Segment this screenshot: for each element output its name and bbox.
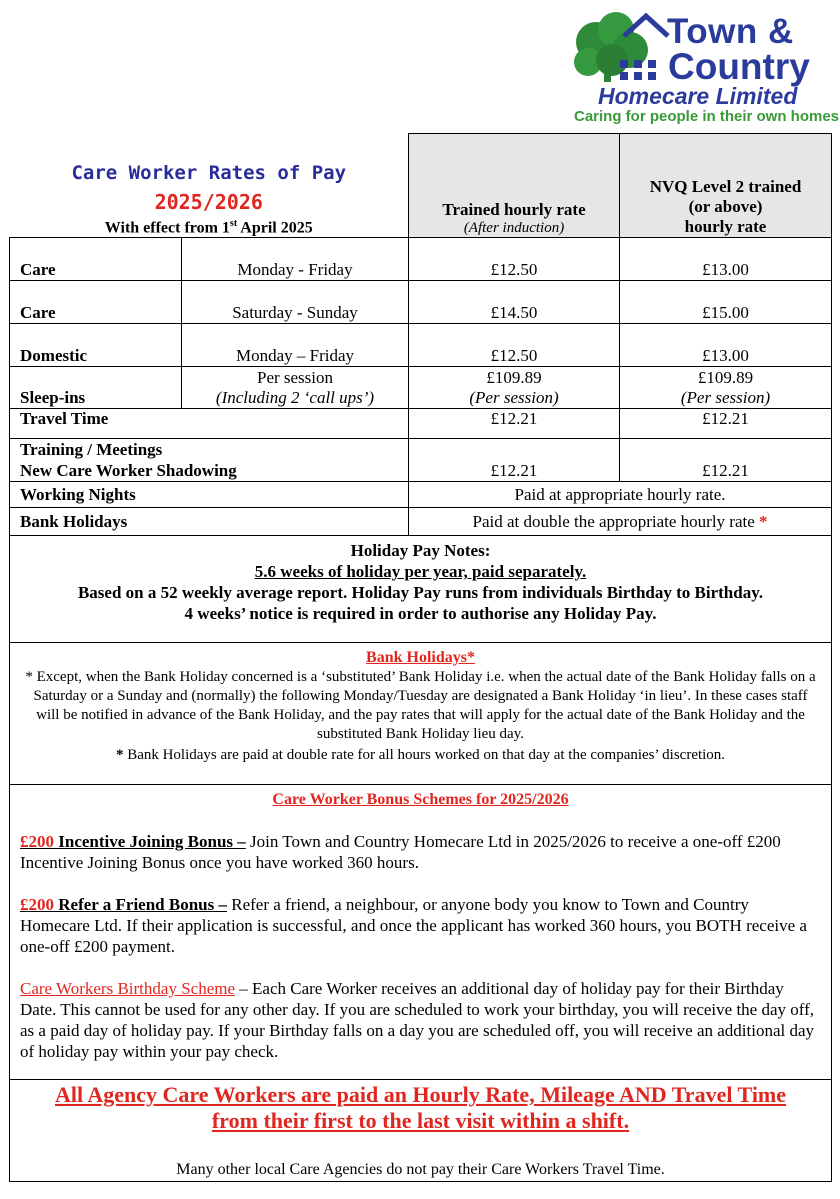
row-label: Travel Time — [10, 409, 409, 439]
pay-rates-table — [9, 133, 832, 1182]
bonus-row — [10, 785, 832, 1080]
row-days: Monday – Friday — [182, 324, 409, 367]
effective-date: With effect from 1st April 2025 — [104, 217, 313, 236]
row-label: Care — [10, 281, 182, 324]
header-row — [10, 134, 832, 238]
table-row — [10, 281, 832, 324]
holiday-notes-row — [10, 536, 832, 643]
table-row — [10, 238, 832, 281]
row-trained: £109.89 (Per session) — [409, 367, 620, 409]
row-label: Care — [10, 238, 182, 281]
logo-line-2: Country — [668, 46, 810, 87]
row-value: Paid at appropriate hourly rate. — [409, 482, 832, 508]
row-trained: £12.50 — [409, 238, 620, 281]
table-row — [10, 324, 832, 367]
row-label: Training / Meetings New Care Worker Shadowing — [10, 439, 409, 482]
bank-notes: Bank Holidays* * Except, when the Bank Holiday concerned is a ‘substituted’ Bank Holiday i.e. when the actual date of the Bank Holiday falls on a Saturday or a Sunday and (normally) the following Monday/Tuesday are designated a Bank Holiday ‘in lieu’. In these cases staff will be notified in advance of the Bank Holiday, and the pay rates that will apply for the actual date of the Bank Holiday and the substituted Bank Holiday lieu day. * Bank Holidays are paid at double rate for all hours worked on that day at the companies’ discretion. — [10, 643, 832, 785]
row-nvq: £12.21 — [620, 439, 832, 482]
page-title: Care Worker Rates of Pay — [71, 161, 347, 184]
bank-notes-row — [10, 643, 832, 785]
row-days: Monday - Friday — [182, 238, 409, 281]
bonus-birthday: Care Workers Birthday Scheme – Each Care Worker receives an additional day of holiday pay for their Birthday Date. This cannot be used for any other day. If you are scheduled to work your birthday, you will receive the day off, as a paid day of holiday pay. If your Birthday falls on a day you are scheduled off, you will receive an additional day of holiday pay within your pay check. — [20, 979, 815, 1061]
footer-headline: All Agency Care Workers are paid an Hourly Rate, Mileage AND Travel Time from their first to the last visit within a shift. — [54, 1082, 787, 1134]
row-trained: £12.21 — [409, 439, 620, 482]
bonus-refer: £200 Refer a Friend Bonus – Refer a friend, a neighbour, or anyone body you know to Town and Country Homecare Ltd. If their application is successful, and once the applicant has worked 360 hours, you BOTH receive a one-off £200 payment. — [20, 895, 807, 956]
bonus-schemes: Care Worker Bonus Schemes for 2025/2026 £200 Incentive Joining Bonus – Join Town and Country Homecare Ltd in 2025/2026 to receive a one-off £200 Incentive Joining Bonus once you have worked 360 hours. £200 Refer a Friend Bonus – Refer a friend, a neighbour, or anyone body you know to Town and Country Homecare Ltd. If their application is successful, and once the applicant has worked 360 hours, you BOTH receive a one-off £200 payment. Care Workers Birthday Scheme – Each Care Worker receives an additional day of holiday pay for their Birthday Date. This cannot be used for any other day. If you are scheduled to work your birthday, you will receive the day off, as a paid day of holiday pay. If your Birthday falls on a day you are scheduled off, you will receive an additional day of holiday pay within your pay check. — [10, 785, 832, 1080]
table-row-bank — [10, 508, 832, 536]
row-trained: £12.21 — [409, 409, 620, 439]
holiday-notes: Holiday Pay Notes: 5.6 weeks of holiday per year, paid separately. Based on a 52 weekly average report. Holiday Pay runs from individuals Birthday to Birthday. 4 weeks’ notice is required in order to authorise any Holiday Pay. — [10, 536, 832, 643]
row-label: Working Nights — [10, 482, 409, 508]
row-nvq: £13.00 — [620, 238, 832, 281]
company-logo — [568, 6, 840, 130]
row-label: Domestic — [10, 324, 182, 367]
year-title: 2025/2026 — [154, 189, 263, 214]
logo-tagline: Caring for people in their own homes — [574, 108, 840, 125]
logo-line-3: Homecare Limited — [598, 83, 798, 109]
row-days: Saturday - Sunday — [182, 281, 409, 324]
table-row-nights — [10, 482, 832, 508]
footer-row — [10, 1080, 832, 1182]
row-trained: £12.50 — [409, 324, 620, 367]
row-label: Sleep-ins — [10, 367, 182, 409]
row-label: Bank Holidays — [10, 508, 409, 536]
logo-line-1: Town & — [667, 12, 794, 51]
row-value: Paid at double the appropriate hourly rate * — [409, 508, 832, 536]
table-row-travel — [10, 409, 832, 439]
row-nvq: £12.21 — [620, 409, 832, 439]
row-days: Per session (Including 2 ‘call ups’) — [182, 367, 409, 409]
row-nvq: £15.00 — [620, 281, 832, 324]
bonus-joining: £200 Incentive Joining Bonus – Join Town and Country Homecare Ltd in 2025/2026 to receive a one-off £200 Incentive Joining Bonus once you have worked 360 hours. — [20, 832, 781, 872]
footer — [10, 1080, 832, 1182]
footer-note: Many other local Care Agencies do not pay their Care Workers Travel Time. — [176, 1160, 665, 1178]
row-trained: £14.50 — [409, 281, 620, 324]
trained-rate-header: Trained hourly rate (After induction) — [409, 134, 620, 238]
table-row-training — [10, 439, 832, 482]
row-nvq: £109.89 (Per session) — [620, 367, 832, 409]
nvq-rate-header: NVQ Level 2 trained (or above) hourly rate — [620, 134, 832, 238]
row-nvq: £13.00 — [620, 324, 832, 367]
table-row-sleepins — [10, 367, 832, 409]
header-title-block — [10, 134, 409, 238]
